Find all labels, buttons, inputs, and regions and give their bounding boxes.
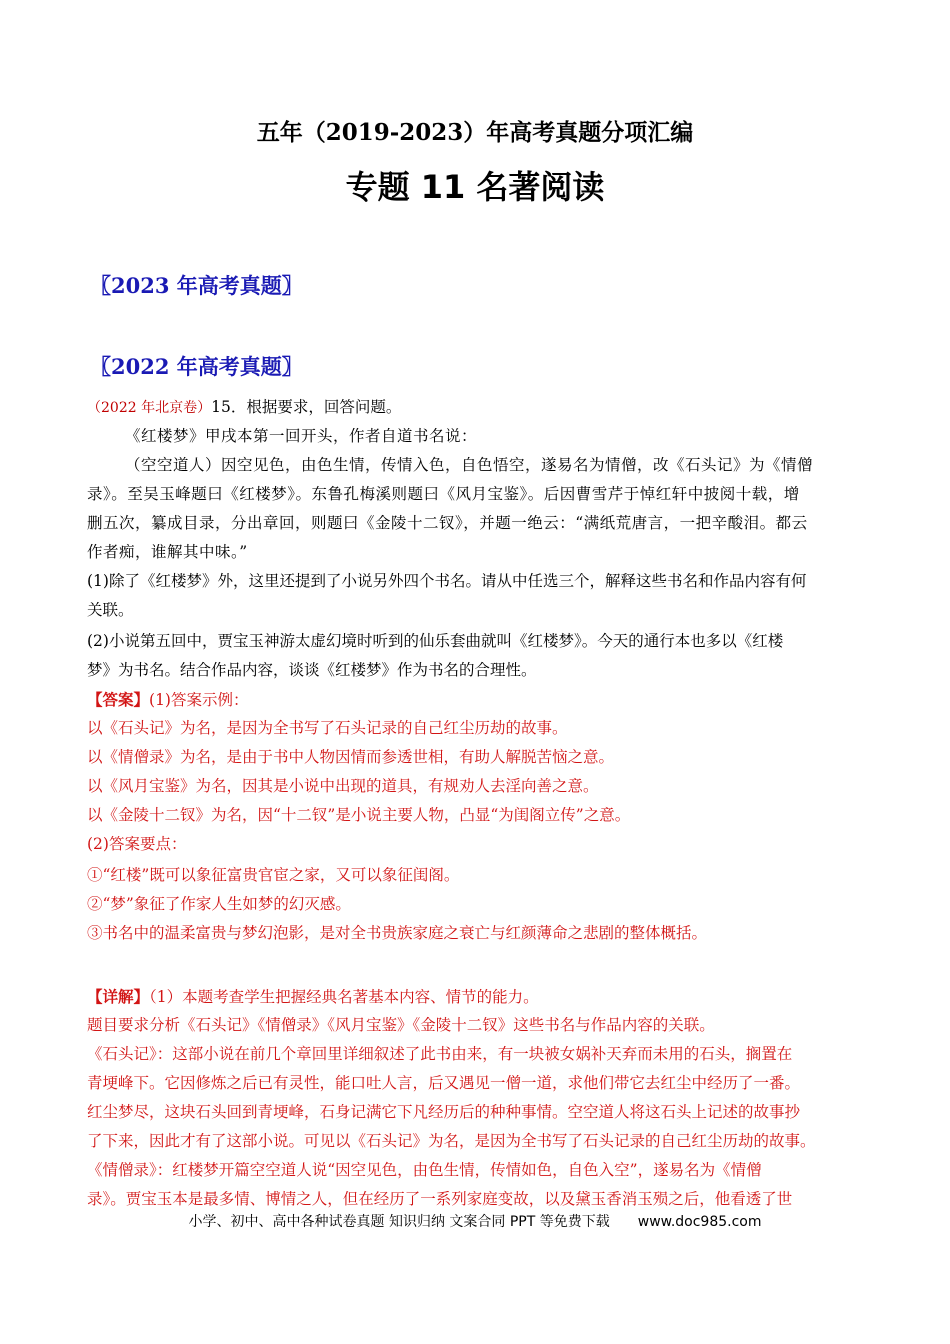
answer-part1-head: (1)答案示例： [149, 691, 249, 709]
detail-line: 录》。贾宝玉本是最多情、博情之人，但在经历了一系列家庭变故，以及黛玉香消玉殒之后，他看透了世 [87, 1190, 793, 1208]
passage-line: 作者痴，谁解其中味。” [87, 543, 248, 561]
answer-line: 以《金陵十二钗》为名，因“十二钗”是小说主要人物，凸显“为闺阁立传”之意。 [87, 806, 631, 824]
answer-header-line [87, 685, 877, 715]
passage-line: 删五次，纂成目录，分出章回，则题曰《金陵十二钗》，并题一绝云：“满纸荒唐言，一把辛酸泪。都云 [87, 514, 808, 532]
document-title: 五年（2019-2023）年高考真题分项汇编 [256, 119, 694, 146]
answer-line: 以《石头记》为名，是因为全书写了石头记录的自己红尘历劫的故事。 [87, 719, 568, 737]
detail-header-line [87, 982, 877, 1012]
question-source: （2022 年北京卷） [87, 400, 212, 416]
topic-title: 专题 11 名著阅读 [345, 168, 605, 206]
question-1-line: 关联。 [87, 601, 134, 619]
answer-line: 以《风月宝鉴》为名，因其是小说中出现的道具，有规劝人去淫向善之意。 [87, 777, 599, 795]
section-heading-2023: 〖2023 年高考真题〗 [90, 273, 303, 298]
question-stem: 15．根据要求，回答问题。 [211, 398, 402, 416]
question-header-line [87, 393, 877, 423]
question-2-line: 梦》为书名。结合作品内容，谈谈《红楼梦》作为书名的合理性。 [87, 661, 537, 679]
answer-point: ②“梦”象征了作家人生如梦的幻灭感。 [87, 895, 351, 913]
footer-text: 小学、初中、高中各种试卷真题 知识归纳 文案合同 PPT 等免费下载 [188, 1214, 610, 1230]
section-heading-2022: 〖2022 年高考真题〗 [90, 354, 303, 379]
answer-line: 以《情僧录》为名，是由于书中人物因情而参透世相，有助人解脱苦恼之意。 [87, 748, 615, 766]
detail-tag: 【详解】 [87, 987, 150, 1006]
question-1-line: (1)除了《红楼梦》外，这里还提到了小说另外四个书名。请从中任选三个，解释这些书名和作品内容有何 [87, 572, 807, 590]
detail-line: 红尘梦尽，这块石头回到青埂峰，石身记满它下凡经历后的种种事情。空空道人将这石头上记述的故事抄 [87, 1103, 801, 1121]
detail-line: 了下来，因此才有了这部小说。可见以《石头记》为名，是因为全书写了石头记录的自己红尘历劫的故事。 [87, 1132, 816, 1150]
answer-point: ①“红楼”既可以象征富贵官宦之家，又可以象征闺阁。 [87, 866, 460, 884]
detail-line: 青埂峰下。它因修炼之后已有灵性，能口吐人言，后又遇见一僧一道，求他们带它去红尘中经历了一番。 [87, 1074, 801, 1092]
detail-line: 题目要求分析《石头记》《情僧录》《风月宝鉴》《金陵十二钗》这些书名与作品内容的关联。 [87, 1016, 715, 1034]
page-footer [0, 1211, 950, 1231]
question-2-line: (2)小说第五回中，贾宝玉神游太虚幻境时听到的仙乐套曲就叫《红楼梦》。今天的通行本也多以《红楼 [87, 632, 784, 650]
passage-line: （空空道人）因空见色，由色生情，传情入色，自色悟空，遂易名为情僧，改《石头记》为《情僧 [125, 456, 814, 474]
answer-part2-head: (2)答案要点： [87, 835, 187, 853]
question-intro: 《红楼梦》甲戌本第一回开头，作者自道书名说： [125, 427, 478, 445]
detail-first: （1）本题考查学生把握经典名著基本内容、情节的能力。 [149, 988, 539, 1006]
passage-line: 录》。至吴玉峰题曰《红楼梦》。东鲁孔梅溪则题曰《风月宝鉴》。后因曹雪芹于悼红轩中披阅十载，增 [87, 485, 800, 503]
footer-site-link[interactable]: www.doc985.com [637, 1214, 762, 1230]
detail-line: 《情僧录》：红楼梦开篇空空道人说“因空见色，由色生情，传情如色，自色入空”，遂易名为《情僧 [87, 1161, 762, 1179]
answer-point: ③书名中的温柔富贵与梦幻泡影，是对全书贵族家庭之衰亡与红颜薄命之悲剧的整体概括。 [87, 924, 708, 942]
detail-line: 《石头记》：这部小说在前几个章回里详细叙述了此书由来，有一块被女娲补天弃而未用的石头，搁置在 [87, 1045, 793, 1063]
answer-tag: 【答案】 [87, 690, 150, 709]
